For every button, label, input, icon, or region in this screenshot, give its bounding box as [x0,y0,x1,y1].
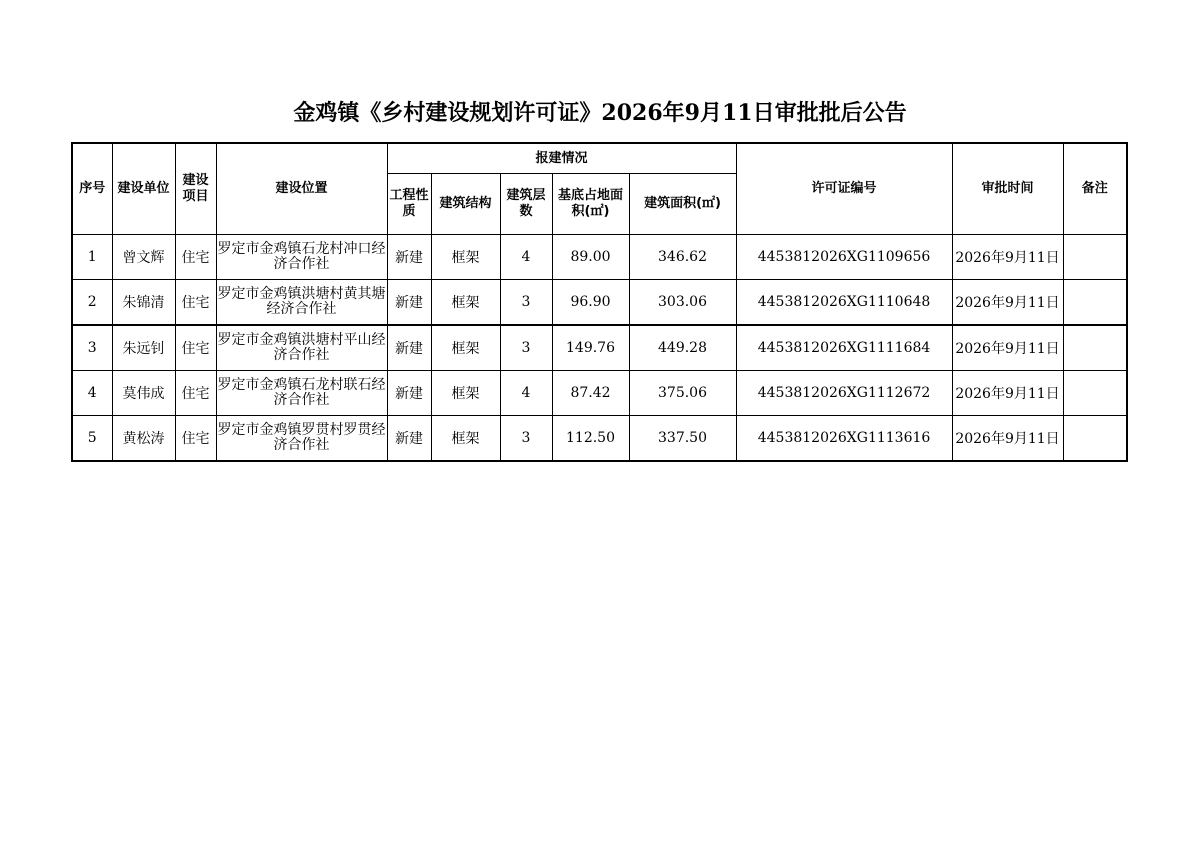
header-seq: 序号 [72,143,112,235]
cell-base-area: 149.76 [552,325,629,371]
cell-build-area: 449.28 [629,325,736,371]
cell-floors: 4 [500,235,552,280]
cell-base-area: 89.00 [552,235,629,280]
cell-floors: 3 [500,325,552,371]
cell-unit: 朱锦清 [112,280,175,326]
cell-project: 住宅 [175,371,216,416]
document-title: 金鸡镇《乡村建设规划许可证》2026年9月11日审批批后公告 [293,100,907,126]
approval-table [71,142,1128,462]
cell-floors: 3 [500,416,552,462]
cell-permit: 4453812026XG1110648 [736,280,952,326]
cell-base-area: 87.42 [552,371,629,416]
cell-nature: 新建 [387,325,431,371]
header-project: 建设项目 [175,143,216,235]
cell-structure: 框架 [431,371,500,416]
table-row [72,371,1127,416]
cell-location: 罗定市金鸡镇石龙村联石经济合作社 [216,371,387,416]
cell-build-area: 303.06 [629,280,736,326]
cell-permit: 4453812026XG1113616 [736,416,952,462]
cell-permit: 4453812026XG1111684 [736,325,952,371]
header-structure: 建筑结构 [431,174,500,235]
cell-structure: 框架 [431,280,500,326]
cell-build-area: 375.06 [629,371,736,416]
cell-nature: 新建 [387,416,431,462]
cell-remark [1063,280,1127,326]
cell-nature: 新建 [387,280,431,326]
table-row [72,325,1127,371]
cell-location: 罗定市金鸡镇洪塘村平山经济合作社 [216,325,387,371]
cell-project: 住宅 [175,416,216,462]
cell-structure: 框架 [431,416,500,462]
cell-structure: 框架 [431,325,500,371]
header-date: 审批时间 [952,143,1063,235]
table-row [72,235,1127,280]
header-remark: 备注 [1063,143,1127,235]
cell-remark [1063,235,1127,280]
cell-build-area: 346.62 [629,235,736,280]
header-floors: 建筑层数 [500,174,552,235]
cell-structure: 框架 [431,235,500,280]
cell-floors: 3 [500,280,552,326]
cell-project: 住宅 [175,235,216,280]
header-unit: 建设单位 [112,143,175,235]
cell-permit: 4453812026XG1112672 [736,371,952,416]
cell-build-area: 337.50 [629,416,736,462]
cell-remark [1063,371,1127,416]
table-row [72,280,1127,326]
cell-remark [1063,325,1127,371]
cell-project: 住宅 [175,325,216,371]
cell-nature: 新建 [387,371,431,416]
cell-seq: 2 [72,280,112,326]
cell-nature: 新建 [387,235,431,280]
header-group: 报建情况 [387,143,736,174]
header-base-area: 基底占地面积(㎡) [552,174,629,235]
cell-unit: 朱远钊 [112,325,175,371]
cell-project: 住宅 [175,280,216,326]
cell-base-area: 112.50 [552,416,629,462]
cell-seq: 1 [72,235,112,280]
cell-remark [1063,416,1127,462]
cell-unit: 莫伟成 [112,371,175,416]
header-permit: 许可证编号 [736,143,952,235]
cell-location: 罗定市金鸡镇罗贯村罗贯经济合作社 [216,416,387,462]
cell-base-area: 96.90 [552,280,629,326]
header-location: 建设位置 [216,143,387,235]
cell-seq: 3 [72,325,112,371]
cell-date: 2026年9月11日 [952,416,1063,462]
cell-date: 2026年9月11日 [952,235,1063,280]
cell-location: 罗定市金鸡镇石龙村冲口经济合作社 [216,235,387,280]
header-build-area: 建筑面积(㎡) [629,174,736,235]
cell-floors: 4 [500,371,552,416]
cell-date: 2026年9月11日 [952,371,1063,416]
cell-seq: 4 [72,371,112,416]
cell-date: 2026年9月11日 [952,325,1063,371]
cell-location: 罗定市金鸡镇洪塘村黄其塘经济合作社 [216,280,387,326]
cell-permit: 4453812026XG1109656 [736,235,952,280]
cell-seq: 5 [72,416,112,462]
table-row [72,416,1127,462]
cell-date: 2026年9月11日 [952,280,1063,326]
cell-unit: 黄松涛 [112,416,175,462]
cell-unit: 曾文辉 [112,235,175,280]
header-nature: 工程性质 [387,174,431,235]
